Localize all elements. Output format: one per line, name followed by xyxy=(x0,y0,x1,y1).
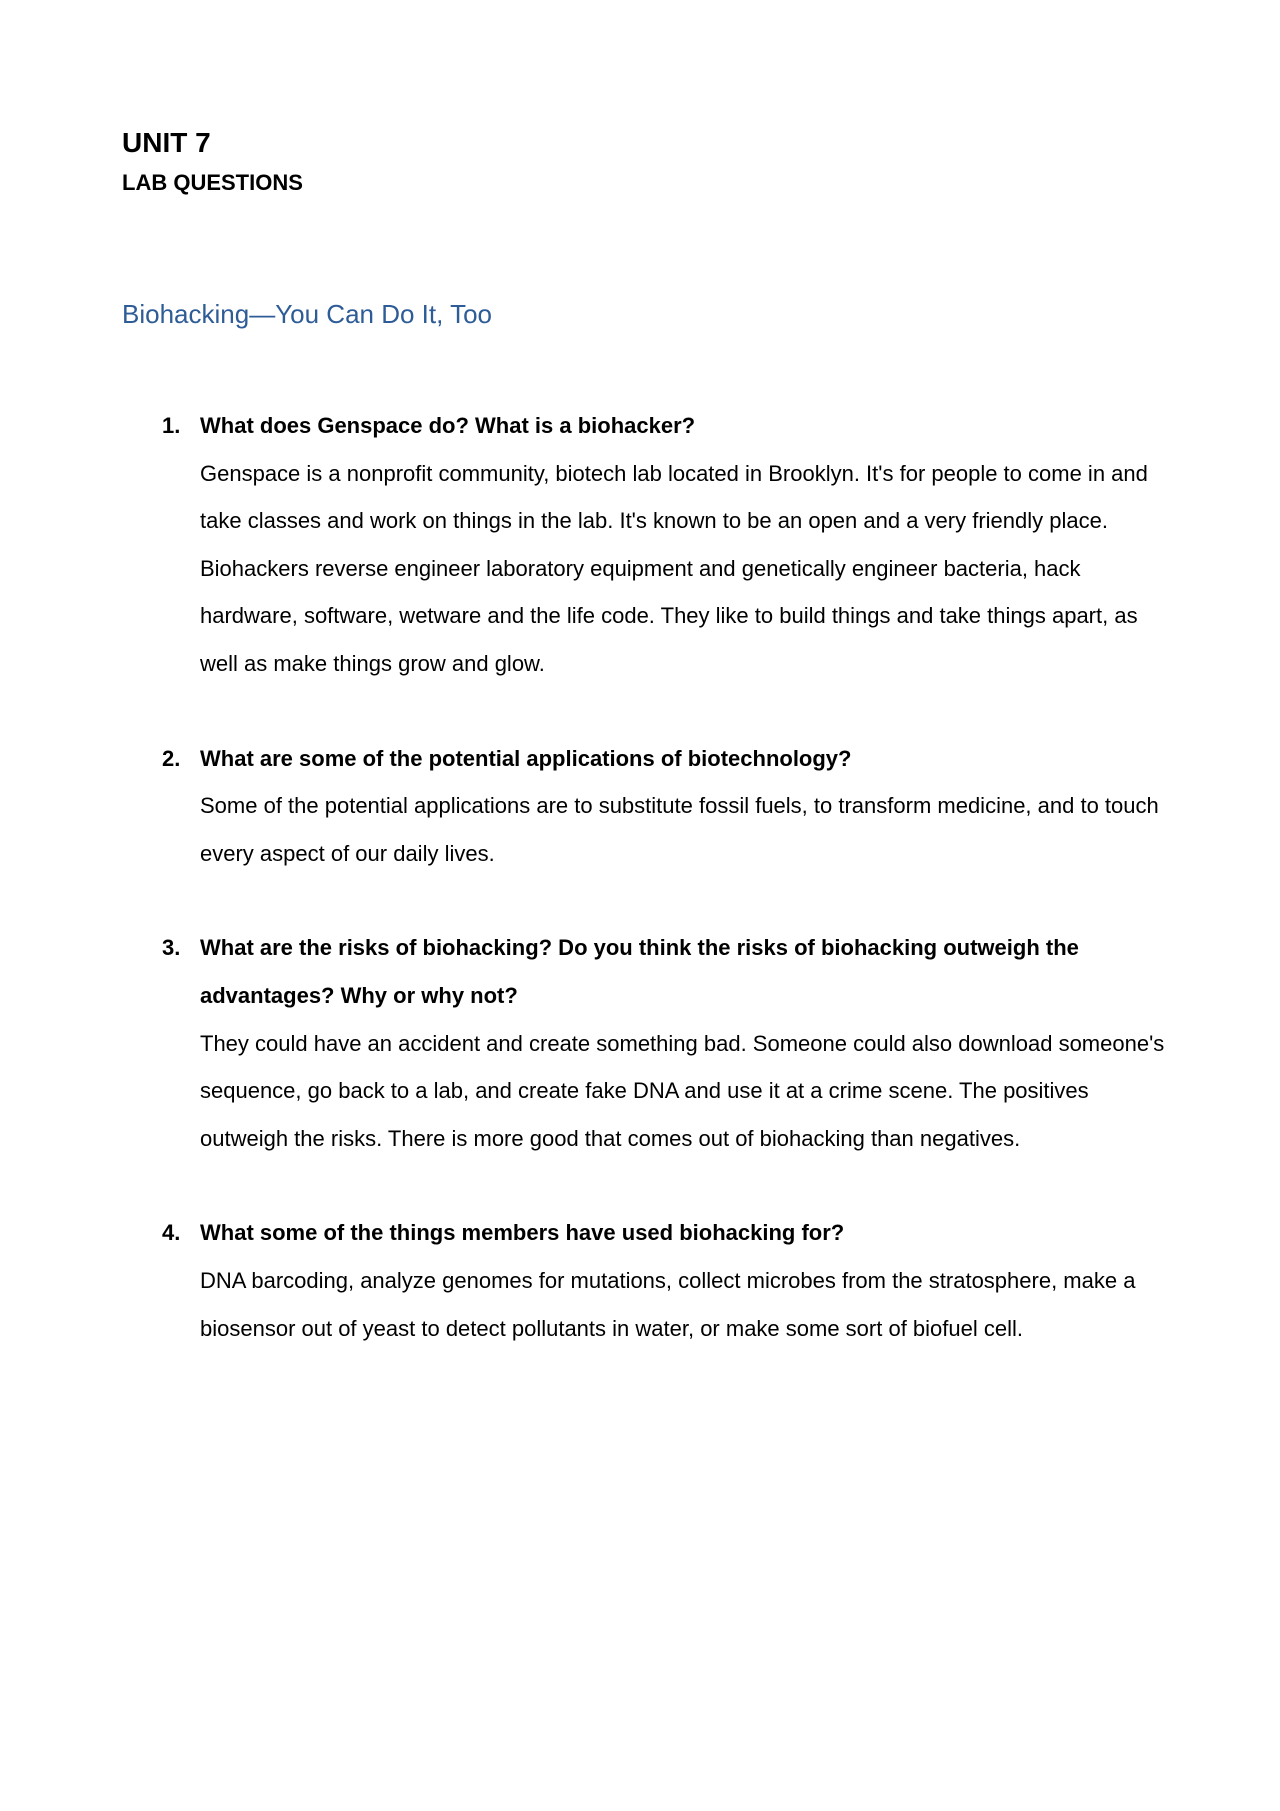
question-text: What some of the things members have used biohacking for? xyxy=(200,1220,845,1246)
question-item-3 xyxy=(122,924,1172,1162)
question-text: What does Genspace do? What is a biohacker? xyxy=(200,413,696,438)
question-text: What are some of the potential applications of biotechnology? xyxy=(200,745,852,771)
answer-text: Some of the potential applications are to substitute fossil fuels, to transform medicine, and to touch every aspect of our daily lives. xyxy=(200,793,1159,866)
question-text: What are the risks of biohacking? Do you think the risks of biohacking outweigh the advantages? Why or why not? xyxy=(200,935,1079,1008)
question-list xyxy=(122,402,1172,1399)
section-heading: Biohacking—You Can Do It, Too xyxy=(122,299,493,329)
question-number: 2. xyxy=(162,745,181,771)
question-item-4 xyxy=(122,1209,1172,1352)
question-item-2 xyxy=(122,735,1172,878)
question-number: 1. xyxy=(162,413,181,438)
question-number: 3. xyxy=(162,935,181,961)
answer-text: DNA barcoding, analyze genomes for mutations, collect microbes from the stratosphere, make a biosensor out of yeast to detect pollutants in water, or make some sort of biofuel cell. xyxy=(200,1267,1136,1341)
answer-text: Genspace is a nonprofit community, biotech lab located in Brooklyn. It's for people to come in and take classes and work on things in the lab. It's known to be an open and a very friendly place. Biohackers reverse engineer laboratory equipment and genetically engineer bacteria, hack hardware, software, wetware and the life code. They like to build things and take things apart, as well as make things grow and glow. xyxy=(200,460,1148,676)
question-number: 4. xyxy=(162,1220,181,1246)
answer-text: They could have an accident and create something bad. Someone could also download someone's sequence, go back to a lab, and create fake DNA and use it at a crime scene. The positives outweigh the risks. There is more good that comes out of biohacking than negatives. xyxy=(200,1030,1165,1151)
unit-subtitle: LAB QUESTIONS xyxy=(122,170,303,195)
question-item-1 xyxy=(122,402,1172,688)
unit-title: UNIT 7 xyxy=(122,127,211,158)
